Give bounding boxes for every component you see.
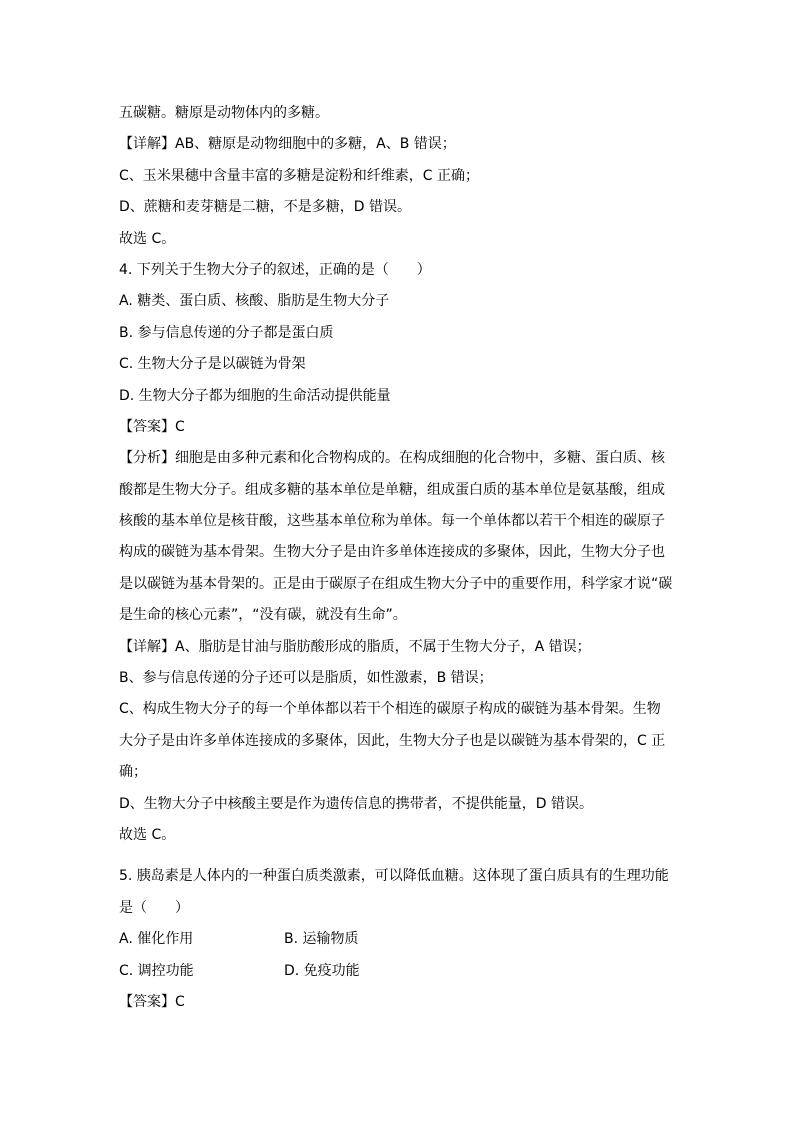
text-line: 故选 C。 <box>119 230 176 247</box>
question-5-option-a: A. 催化作用 <box>119 931 194 948</box>
question-5-option-d: D. 免疫功能 <box>284 962 360 979</box>
detail-line: B、参与信息传递的分子还可以是脂质，如性激素，B 错误； <box>119 670 493 687</box>
question-4-option-b: B. 参与信息传递的分子都是蛋白质 <box>119 324 334 341</box>
analysis-line: 构成的碳链为基本骨架。生物大分子是由许多单体连接成的多聚体，因此，生物大分子也 <box>119 544 665 561</box>
text-line: D、蔗糖和麦芽糖是二糖，不是多糖，D 错误。 <box>119 199 412 216</box>
document-body <box>119 98 679 1018</box>
analysis-line: 核酸的基本单位是核苷酸，这些基本单位称为单体。每一个单体都以若干个相连的碳原子 <box>119 513 665 530</box>
analysis-line: 【分析】细胞是由多种元素和化合物构成的。在构成细胞的化合物中，多糖、蛋白质、核 <box>119 450 665 467</box>
question-4-stem: 4. 下列关于生物大分子的叙述，正确的是（ ） <box>119 261 431 278</box>
question-5-options-row <box>119 924 679 955</box>
question-5-stem: 5. 胰岛素是人体内的一种蛋白质类激素，可以降低血糖。这体现了蛋白质具有的生理功能 <box>119 868 669 885</box>
text-line: C、玉米果穗中含量丰富的多糖是淀粉和纤维素，C 正确； <box>119 167 479 184</box>
question-4-option-a: A. 糖类、蛋白质、核酸、脂肪是生物大分子 <box>119 293 390 310</box>
analysis-line: 是生命的核心元素”，“没有碳，就没有生命”。 <box>119 607 407 624</box>
question-5-answer: 【答案】C <box>119 993 185 1010</box>
text-line: 【详解】AB、糖原是动物细胞中的多糖，A、B 错误； <box>119 136 456 153</box>
question-5-option-c: C. 调控功能 <box>119 962 194 979</box>
analysis-line: 是以碳链为基本骨架的。正是由于碳原子在组成生物大分子中的重要作用，科学家才说“碳 <box>119 575 673 592</box>
detail-line: 【详解】A、脂肪是甘油与脂肪酸形成的脂质，不属于生物大分子，A 错误； <box>119 638 591 655</box>
question-5-option-b: B. 运输物质 <box>284 931 359 948</box>
question-5-options-row <box>119 956 679 987</box>
text-line: 五碳糖。糖原是动物体内的多糖。 <box>119 105 329 121</box>
question-4-answer: 【答案】C <box>119 418 185 435</box>
question-4-option-d: D. 生物大分子都为细胞的生命活动提供能量 <box>119 387 391 404</box>
detail-line: D、生物大分子中核酸主要是作为遗传信息的携带者，不提供能量，D 错误。 <box>119 795 594 812</box>
question-4-option-c: C. 生物大分子是以碳链为骨架 <box>119 356 306 373</box>
question-5-stem: 是（ ） <box>119 899 189 916</box>
detail-line: 大分子是由许多单体连接成的多聚体，因此，生物大分子也是以碳链为基本骨架的，C 正 <box>119 732 666 749</box>
detail-line: C、构成生物大分子的每一个单体都以若干个相连的碳原子构成的碳链为基本骨架。生物 <box>119 701 661 718</box>
analysis-line: 酸都是生物大分子。组成多糖的基本单位是单糖，组成蛋白质的基本单位是氨基酸，组成 <box>119 481 665 498</box>
detail-line: 确； <box>119 764 147 781</box>
detail-line: 故选 C。 <box>119 826 176 843</box>
